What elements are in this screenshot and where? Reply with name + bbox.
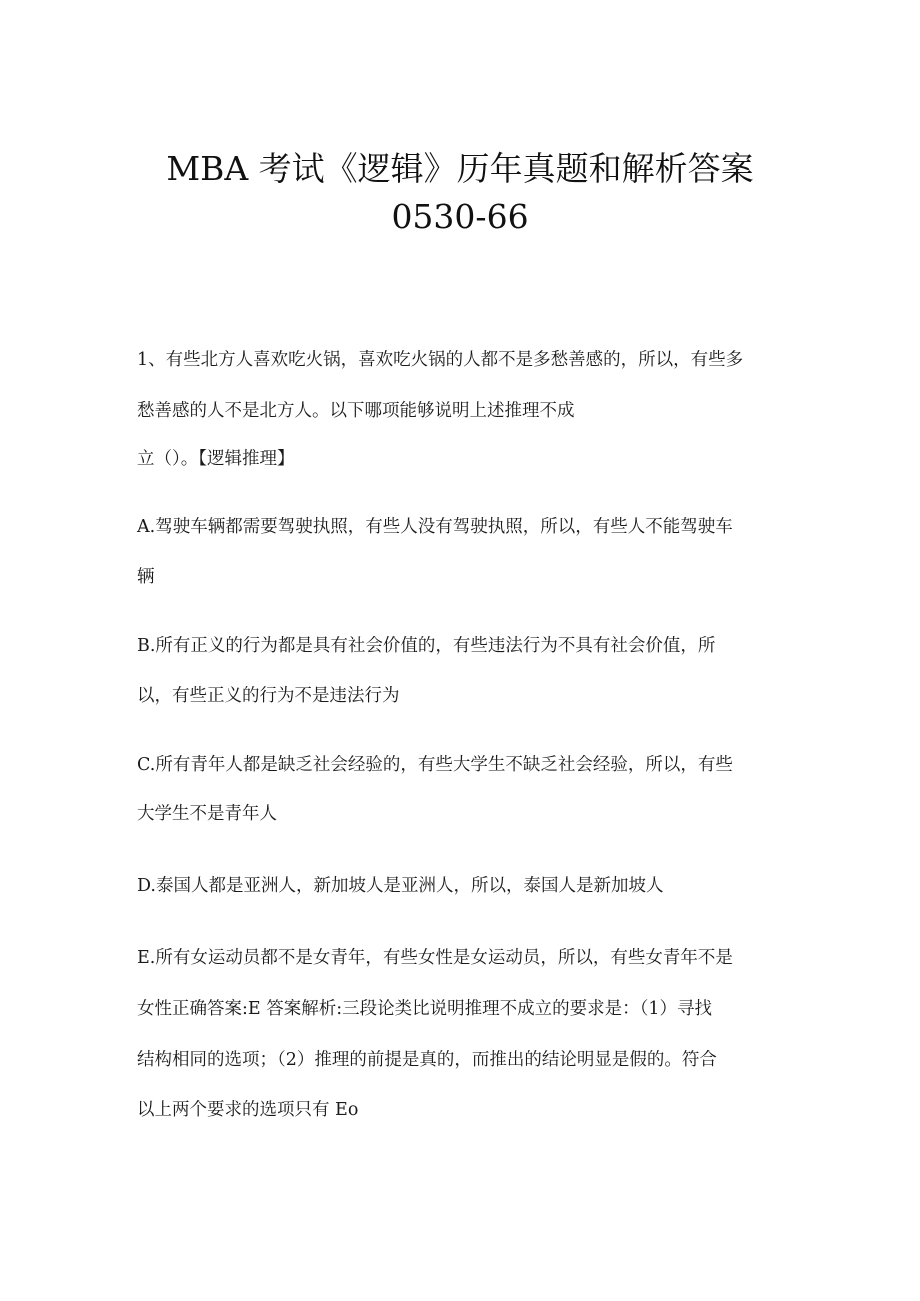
- option-c-line1: C.所有青年人都是缺乏社会经验的，有些大学生不缺乏社会经验，所以，有些: [137, 755, 733, 775]
- question-stem-line1: 1、有些北方人喜欢吃火锅，喜欢吃火锅的人都不是多愁善感的，所以，有些多: [137, 350, 744, 370]
- option-b-line2: 以，有些正义的行为不是违法行为: [137, 686, 400, 706]
- document-title-line2: 0530-66: [391, 197, 529, 236]
- answer-explanation-line3: 以上两个要求的选项只有 Eo: [137, 1100, 359, 1120]
- document-title-line1: MBA 考试《逻辑》历年真题和解析答案: [166, 149, 754, 188]
- option-e-line1: E.所有女运动员都不是女青年，有些女性是女运动员，所以，有些女青年不是: [137, 948, 733, 968]
- option-a-line2: 辆: [137, 567, 155, 587]
- option-d-line1: D.泰国人都是亚洲人，新加坡人是亚洲人，所以，泰国人是新加坡人: [137, 876, 664, 896]
- option-b-line1: B.所有正义的行为都是具有社会价值的，有些违法行为不具有社会价值，所: [137, 636, 716, 656]
- option-a-line1: A.驾驶车辆都需要驾驶执照，有些人没有驾驶执照，所以，有些人不能驾驶车: [137, 517, 733, 537]
- answer-explanation-line1: 女性正确答案:E 答案解析:三段论类比说明推理不成立的要求是：（1）寻找: [137, 999, 713, 1019]
- answer-explanation-line2: 结构相同的选项；（2）推理的前提是真的，而推出的结论明显是假的。符合: [137, 1050, 717, 1070]
- question-stem-line3: 立（）。【逻辑推理】: [137, 449, 295, 469]
- option-c-line2: 大学生不是青年人: [137, 804, 277, 824]
- question-stem-line2: 愁善感的人不是北方人。以下哪项能够说明上述推理不成: [137, 401, 575, 421]
